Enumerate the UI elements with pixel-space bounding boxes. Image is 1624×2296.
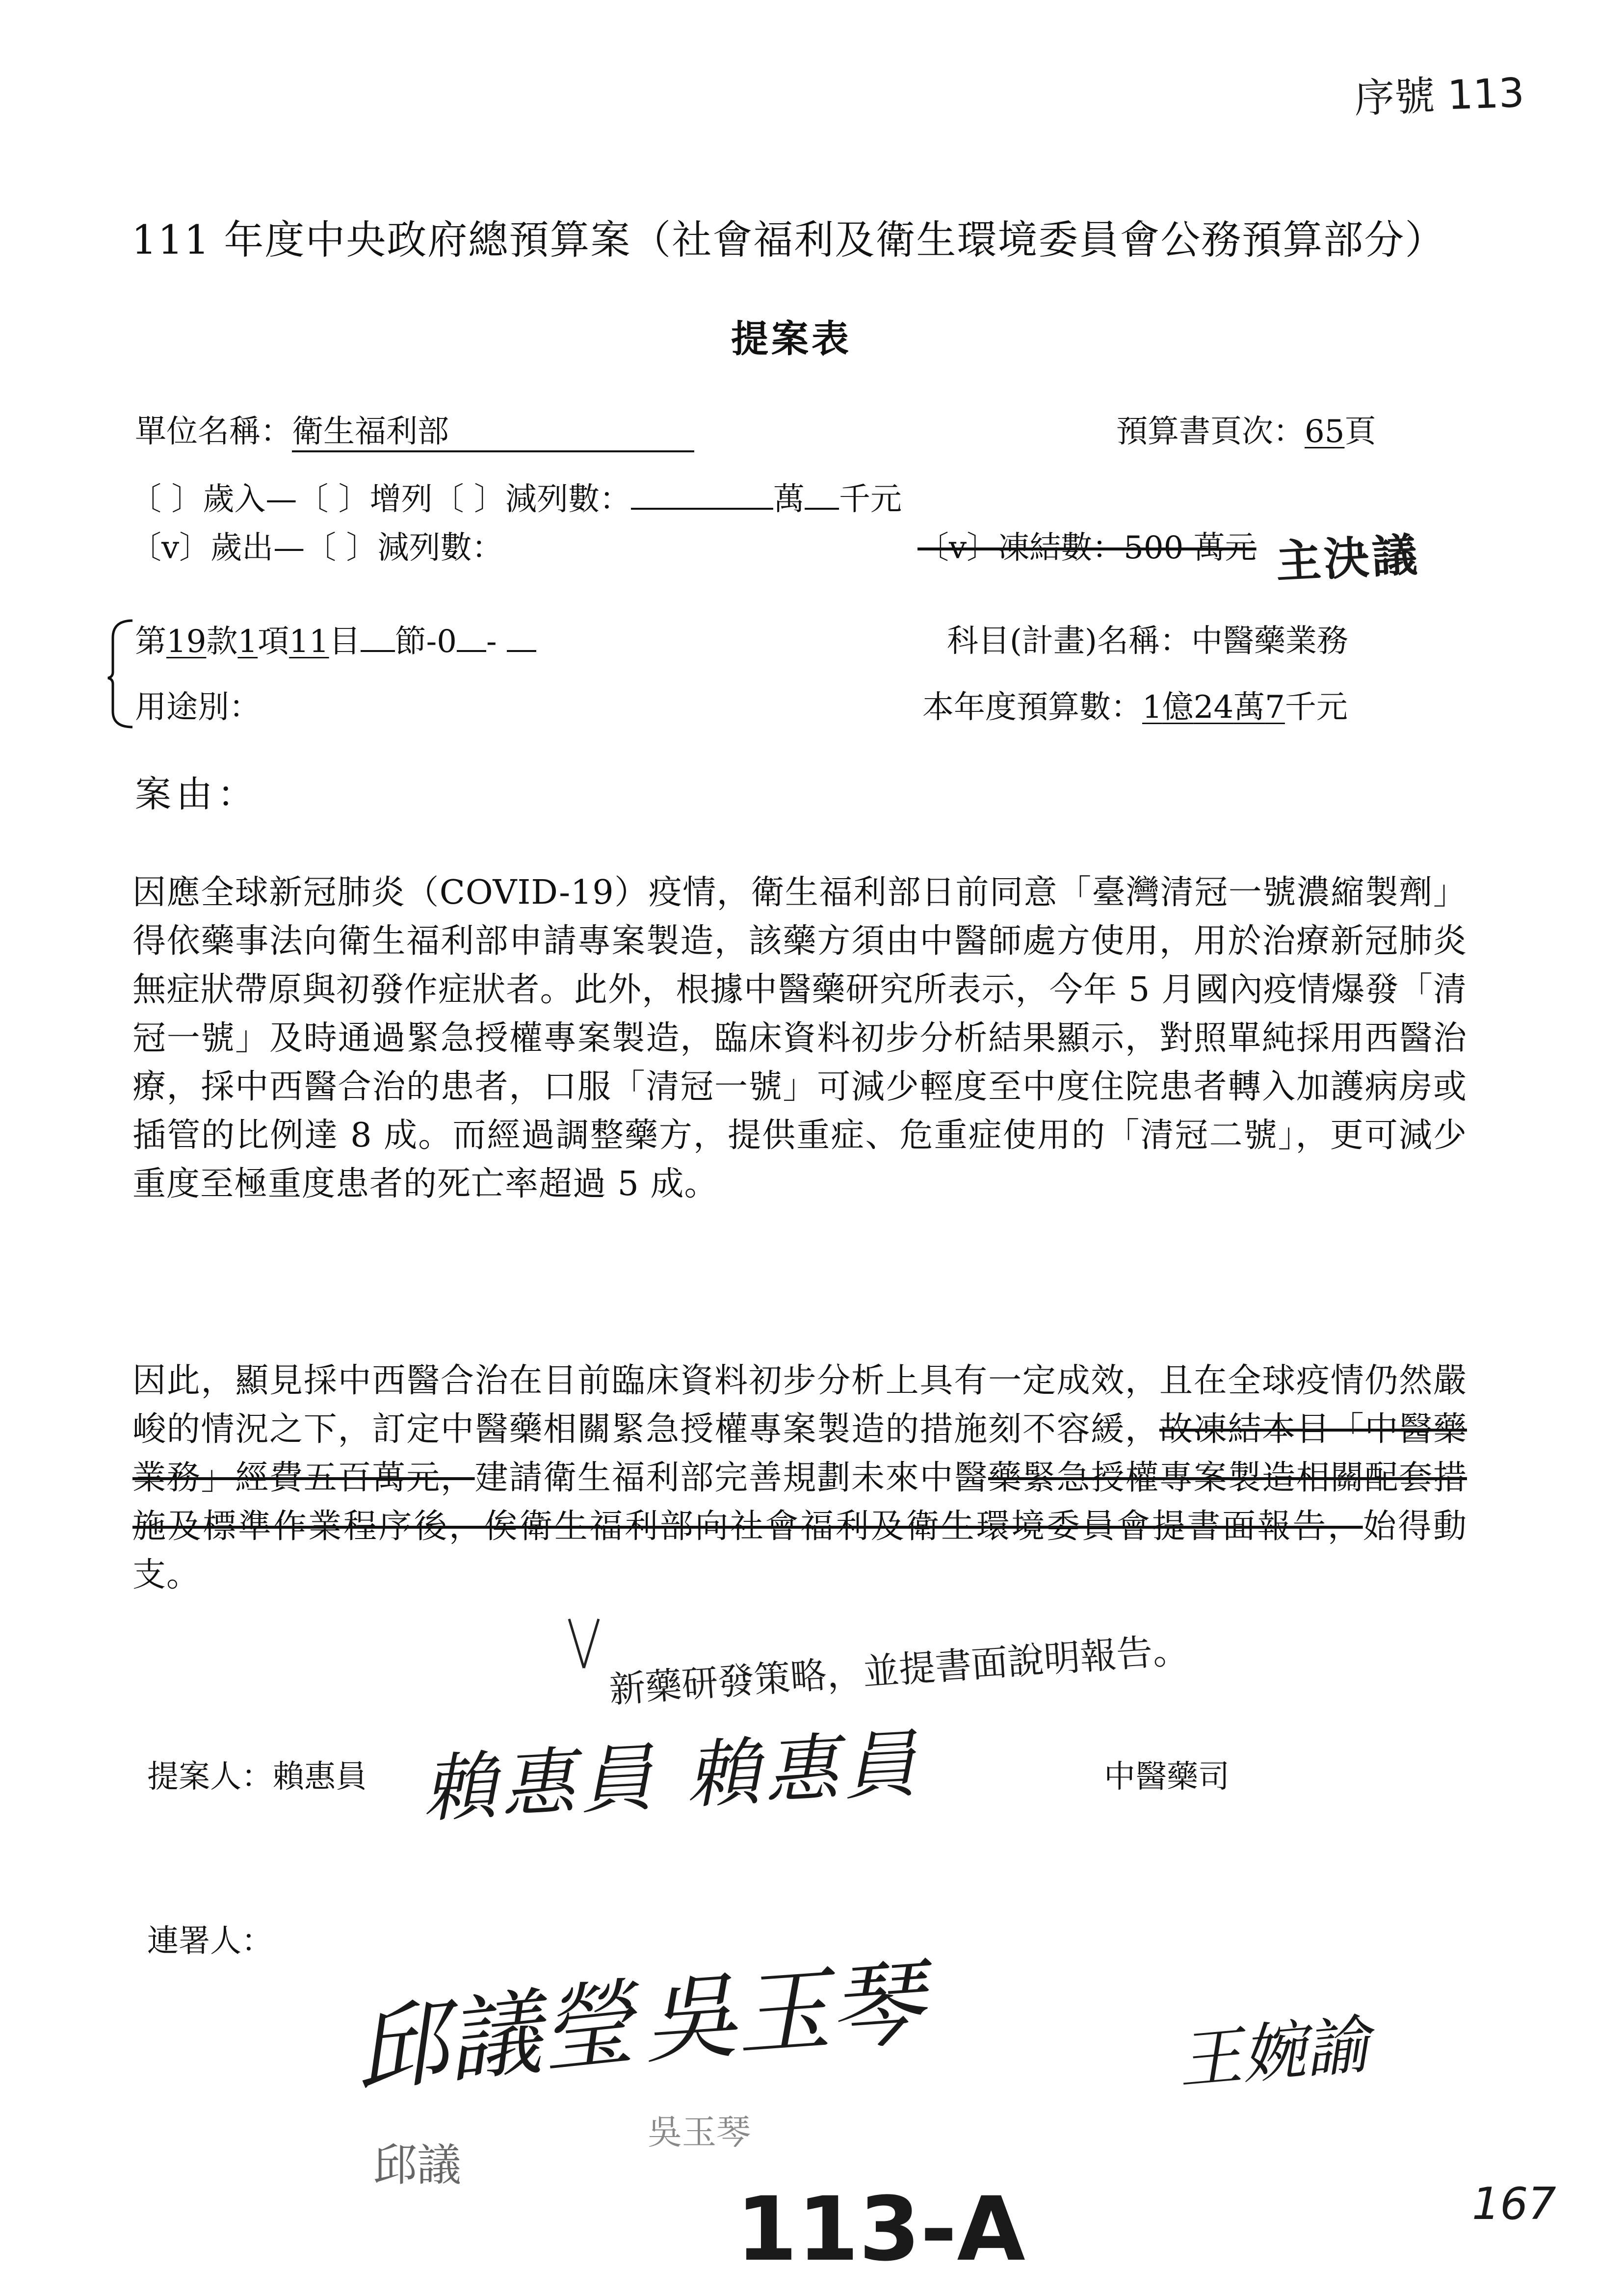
page-number: 167 [1472,2178,1556,2230]
expense-line: 〔v〕歲出—〔 〕減列數： [130,530,503,566]
unit-value: 衛生福利部 [292,416,694,452]
budget-wan: 24 [1193,689,1234,726]
para2-text-b: 建請衛生福利部完善規劃未來中醫 [474,1459,989,1497]
xiang-label: 項 [258,624,289,660]
archive-mark: 序號 113 [1353,69,1525,123]
page-unit: 頁 [1344,414,1376,450]
page-label: 預算書頁次： [1116,414,1305,450]
proposer-row [147,1761,367,1793]
handwritten-insertion: 新藥研發策略，並提書面說明報告。 [607,1628,1190,1712]
kuan-prefix: 第 [135,624,166,660]
budget-qian-unit: 千元 [1284,689,1348,726]
cosigner-signature-1: 邱議瑩 [349,1968,639,2106]
budget-wan-unit: 萬 [1233,689,1265,726]
proposer-label: 提案人： [147,1759,273,1795]
page-value: 65 [1305,414,1345,450]
cosigner-note-1: 邱議 [373,2139,461,2191]
para2-text-c: 始得動支。 [132,1507,1467,1594]
proposer-name: 賴惠員 [273,1759,367,1795]
reason-label: 案由： [135,773,259,815]
proposer-signature: 賴惠員 賴惠員 [420,1721,924,1833]
subject-value: 中醫藥業務 [1191,623,1348,659]
footer-code: 113-A [736,2178,1025,2281]
mu-number: 11 [289,624,329,660]
subject-row [947,623,1348,659]
cosigner-signature-2: 吳玉琴 [640,1949,927,2077]
insertion-mark [564,1614,603,1673]
xiang-number: 1 [237,624,258,660]
kuan-label: 款 [206,624,238,660]
unit-row [135,416,694,452]
income-qian: 千元 [839,481,902,518]
freeze-struck: 〔v〕凍結數：500 萬元 [917,530,1257,566]
budget-page-row [1116,414,1376,450]
income-row [130,481,902,518]
income-line: 〔 〕歲入—〔 〕增列〔 〕減列數： [130,481,631,518]
mu-label: 目 [329,624,361,660]
sub-blank-1 [457,626,486,652]
dash: - [486,624,497,660]
para2-text-a: 因此，顯見採中西醫合治在目前臨床資料初步分析上具有一定成效，且在全球疫情仍然嚴峻的情況之下，訂定中醫藥相關緊急授權專案製造的措施刻不容緩， [132,1361,1467,1449]
unit-label: 單位名稱： [135,414,292,450]
budget-row [922,689,1348,726]
budget-yi-unit: 億 [1162,689,1194,726]
usage-label: 用途別： [135,689,261,726]
budget-label: 本年度預算數： [922,689,1142,726]
left-bracket [105,618,135,731]
budget-qian: 7 [1265,689,1285,726]
expense-row [130,532,503,564]
para2-struck-1: 故凍結本目「中醫藥業務」經費五百萬元， [132,1410,1467,1497]
cosigner-signature-3: 王婉諭 [1175,2007,1372,2098]
income-wan-blank [631,483,773,510]
cosigner-note-2: 吳玉琴 [648,2112,751,2152]
subject-label: 科目(計畫)名稱： [947,623,1191,659]
income-qian-blank [805,483,839,510]
kuan-row [135,624,536,660]
reason-paragraph-2 [132,1357,1467,1599]
jie-blank [361,626,395,652]
jie-label: 節-0 [394,624,457,660]
reason-paragraph-1: 因應全球新冠肺炎（COVID-19）疫情，衛生福利部日前同意「臺灣清冠一號濃縮製劑」得依藥事法向衛生福利部申請專案製造，該藥方須由中醫師處方使用，用於治療新冠肺炎無症狀帶原與初發作症狀者。此外，根據中醫藥研究所表示，今年 5 月國內疫情爆發「清冠一號」及時通過緊急授權專案製造，臨床資料初步分析結果顯示，對照單純採用西醫治療，採中西醫合治的患者，口服「清冠一號」可減少輕度至中度住院患者轉入加護病房或插管的比例達 8 成。而經過調整藥方，提供重症、危重症使用的「清冠二號」，更可減少重度至極重度患者的死亡率超過 5 成。 [132,873,1467,1203]
para2-struck-2: 藥緊急授權專案製造相關配套措施及標準作業程序後，俟衛生福利部向社會福利及衛生環境委員會提書面報告， [132,1459,1467,1546]
income-wan: 萬 [773,481,805,518]
freeze-handwritten-note: 主決議 [1274,528,1422,589]
page-title: 111 年度中央政府總預算案（社會福利及衛生環境委員會公務預算部分） [131,217,1446,263]
sub-blank-2 [507,626,536,652]
budget-yi: 1 [1142,689,1162,726]
kuan-number: 19 [166,624,207,660]
cosigner-label: 連署人： [147,1923,273,1959]
department: 中醫藥司 [1104,1759,1230,1795]
form-subtitle: 提案表 [731,317,852,361]
